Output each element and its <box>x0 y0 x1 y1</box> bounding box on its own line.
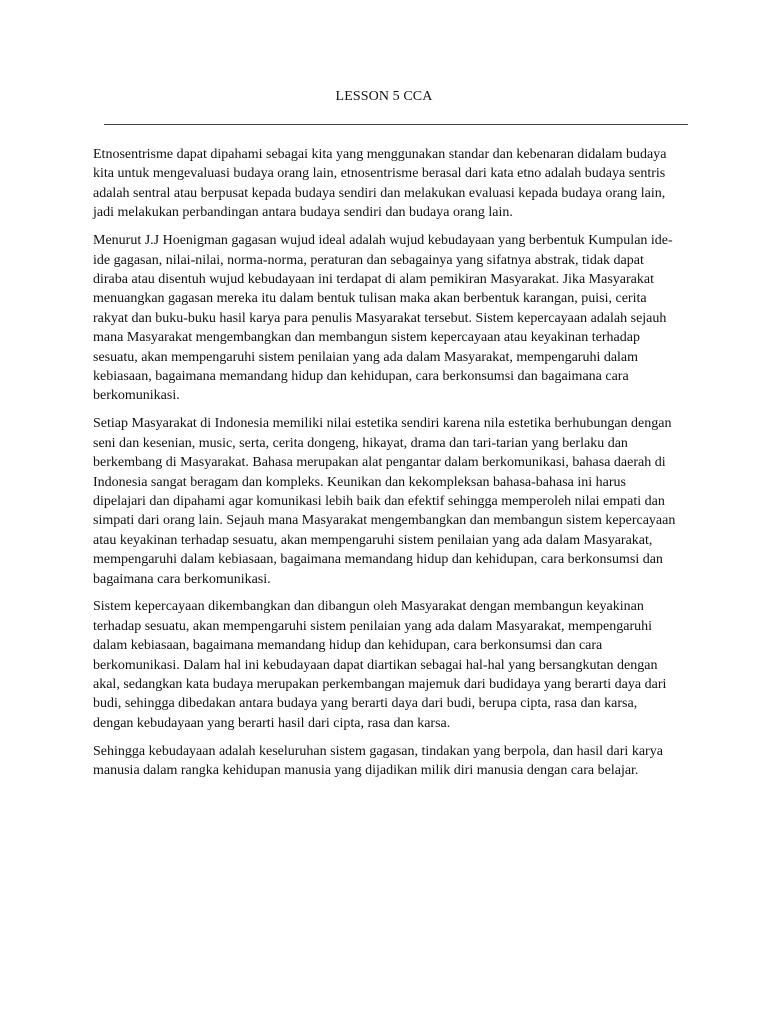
document-body <box>93 145 681 789</box>
paragraph-etnosentrisme: Etnosentrisme dapat dipahami sebagai kita yang menggunakan standar dan kebenaran didalam budaya kita untuk mengevaluasi budaya orang lain, etnosentrisme berasal dari kata etno adalah budaya sentris adalah sentral atau berpusat kepada budaya sendiri dan melakukan evaluasi kepada budaya orang lain, jadi melakukan perbandingan antara budaya sendiri dan budaya orang lain. <box>93 147 667 221</box>
header-divider <box>104 124 688 125</box>
paragraph-wujud-ideal: Menurut J.J Hoenigman gagasan wujud ideal adalah wujud kebudayaan yang berbentuk Kumpulan ide-ide gagasan, nilai-nilai, norma-norma, peraturan dan sebagainya yang sifatnya abstrak, tidak dapat diraba atau disentuh wujud kebudayaan ini terdapat di alam pemikiran Masyarakat. Jika Masyarakat menuangkan gagasan mereka itu dalam bentuk tulisan maka akan berbentuk karangan, puisi, cerita rakyat dan buku-buku hasil karya para penulis Masyarakat tersebut. Sistem kepercayaan adalah sejauh mana Masyarakat mengembangkan dan membangun sistem kepercayaan atau keyakinan terhadap sesuatu, akan mempengaruhi sistem penilaian yang ada dalam Masyarakat, mempengaruhi dalam kebiasaan, bagaimana memandang hidup dan kehidupan, cara berkonsumsi dan bagaimana cara berkomunikasi. <box>93 233 673 404</box>
paragraph-estetika-bahasa: Setiap Masyarakat di Indonesia memiliki nilai estetika sendiri karena nila estetika berhubungan dengan seni dan kesenian, music, serta, cerita dongeng, hikayat, drama dan tari-tarian yang berlaku dan berkembang di Masyarakat. Bahasa merupakan alat pengantar dalam berkomunikasi, bahasa daerah di Indonesia sangat beragam dan kompleks. Keunikan dan kekompleksan bahasa-bahasa ini harus dipelajari dan dipahami agar komunikasi lebih baik dan efektif sehingga memperoleh nilai empati dan simpati dari orang lain. Sejauh mana Masyarakat mengembangkan dan membangun sistem kepercayaan atau keyakinan terhadap sesuatu, akan mempengaruhi sistem penilaian yang ada dalam Masyarakat, mempengaruhi dalam kebiasaan, bagaimana memandang hidup dan kehidupan, cara berkonsumsi dan bagaimana cara berkomunikasi. <box>93 416 676 587</box>
paragraph-sistem-kepercayaan: Sistem kepercayaan dikembangkan dan dibangun oleh Masyarakat dengan membangun keyakinan terhadap sesuatu, akan mempengaruhi sistem penilaian yang ada dalam Masyarakat, mempengaruhi dalam kebiasaan, bagaimana memandang hidup dan kehidupan, cara berkonsumsi dan cara berkomunikasi. Dalam hal ini kebudayaan dapat diartikan sebagai hal-hal yang bersangkutan dengan akal, sedangkan kata budaya merupakan perkembangan majemuk dari budidaya yang berarti daya dari budi, sehingga dibedakan antara budaya yang berarti daya dari budi, berupa cipta, rasa dan karsa, dengan kebudayaan yang berarti hasil dari cipta, rasa dan karsa. <box>93 599 667 731</box>
paragraph-kesimpulan: Sehingga kebudayaan adalah keseluruhan sistem gagasan, tindakan yang berpola, dan hasil dari karya manusia dalam rangka kehidupan manusia yang dijadikan milik diri manusia dengan cara belajar. <box>93 743 663 779</box>
document-title: LESSON 5 CCA <box>335 89 433 104</box>
